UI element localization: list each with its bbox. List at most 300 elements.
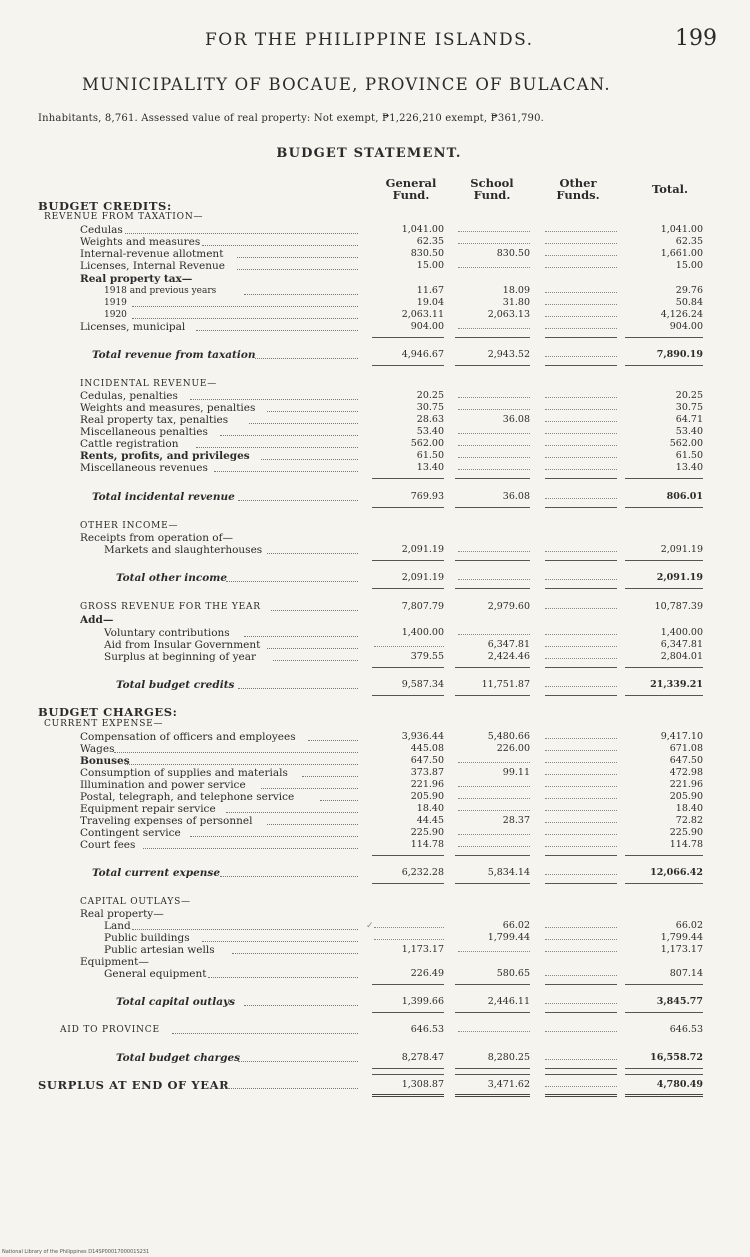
empty-cell-dash xyxy=(545,975,617,976)
table-rule xyxy=(625,667,703,668)
empty-cell-dash xyxy=(458,231,530,232)
table-row xyxy=(0,236,750,248)
table-rule xyxy=(545,560,617,561)
total-value: 9,417.10 xyxy=(660,731,703,742)
total-value: 15.00 xyxy=(675,260,703,271)
table-row xyxy=(0,815,750,827)
row-label: Total budget charges xyxy=(116,1052,241,1064)
school-fund-value: 5,834.14 xyxy=(487,867,530,878)
table-row xyxy=(0,450,750,462)
leader-dots xyxy=(220,876,358,877)
total-value: 62.35 xyxy=(675,236,703,247)
general-fund-value: 379.55 xyxy=(410,651,444,662)
leader-dots xyxy=(255,358,358,359)
empty-cell-dash xyxy=(545,243,617,244)
total-value: 1,799.44 xyxy=(660,932,703,943)
table-row xyxy=(0,520,750,532)
empty-cell-dash xyxy=(545,874,617,875)
table-rule xyxy=(545,695,617,696)
table-row xyxy=(0,349,750,361)
row-label: Weights and measures xyxy=(80,236,201,248)
empty-cell-dash xyxy=(458,328,530,329)
school-fund-value: 66.02 xyxy=(502,920,530,931)
row-label: Total capital outlays xyxy=(116,996,236,1008)
table-rule xyxy=(625,1074,703,1075)
total-value: 562.00 xyxy=(669,438,703,449)
empty-cell-dash xyxy=(545,738,617,739)
total-value: 12,066.42 xyxy=(650,867,703,878)
table-row xyxy=(0,827,750,839)
table-rule xyxy=(372,507,444,508)
empty-cell-dash xyxy=(545,421,617,422)
row-label: Compensation of officers and employees xyxy=(80,731,296,743)
row-label: Licenses, municipal xyxy=(80,321,186,333)
row-label: Voluntary contributions xyxy=(104,627,230,639)
table-row xyxy=(0,211,750,223)
row-label: Court fees xyxy=(80,839,136,851)
row-label: Markets and slaughterhouses xyxy=(104,544,263,556)
table-rule xyxy=(545,588,617,589)
general-fund-value: 11.67 xyxy=(416,285,444,296)
general-fund-value: 18.40 xyxy=(416,803,444,814)
table-rule xyxy=(372,695,444,696)
leader-dots xyxy=(132,318,358,319)
leader-dots xyxy=(238,500,358,501)
total-value: 205.90 xyxy=(669,791,703,802)
table-rule xyxy=(372,1074,444,1075)
empty-cell-dash xyxy=(545,579,617,580)
table-row xyxy=(0,544,750,556)
row-label: 1918 and previous years xyxy=(104,286,217,296)
scan-footer: National Library of the Philippines D14SP0001700001S231 xyxy=(2,1249,150,1255)
total-value: 4,780.49 xyxy=(656,1079,703,1090)
general-fund-value: 7,807.79 xyxy=(401,601,444,612)
row-label: Miscellaneous revenues xyxy=(80,462,208,474)
empty-cell-dash xyxy=(458,810,530,811)
row-label: Cedulas, penalties xyxy=(80,390,178,402)
school-fund-value: 3,471.62 xyxy=(487,1079,530,1090)
school-fund-value: 31.80 xyxy=(502,297,530,308)
row-label: Real property tax, penalties xyxy=(80,414,229,426)
general-fund-value: 19.04 xyxy=(416,297,444,308)
municipality-heading: MUNICIPALITY OF BOCAUE, PROVINCE OF BULACAN. xyxy=(82,75,611,94)
row-label: Wages xyxy=(80,743,115,755)
empty-cell-dash xyxy=(545,951,617,952)
table-row xyxy=(0,996,750,1008)
empty-cell-dash xyxy=(545,433,617,434)
table-rule xyxy=(625,855,703,856)
empty-cell-dash xyxy=(545,798,617,799)
leader-dots xyxy=(267,411,358,412)
table-row xyxy=(0,791,750,803)
row-label: Public artesian wells xyxy=(104,944,215,956)
row-label: BUDGET CHARGES: xyxy=(38,705,178,719)
total-value: 646.53 xyxy=(669,1024,703,1035)
row-label: GROSS REVENUE FOR THE YEAR xyxy=(80,602,261,612)
page-number: 199 xyxy=(675,26,717,51)
total-value: 3,845.77 xyxy=(656,996,703,1007)
table-row xyxy=(0,803,750,815)
table-row xyxy=(0,920,750,932)
total-value: 1,661.00 xyxy=(660,248,703,259)
total-value: 1,041.00 xyxy=(660,224,703,235)
leader-dots xyxy=(226,812,358,813)
table-row xyxy=(0,601,750,613)
empty-cell-dash xyxy=(545,646,617,647)
empty-cell-dash xyxy=(545,469,617,470)
leader-dots xyxy=(238,1061,358,1062)
row-label: Real property tax— xyxy=(80,273,193,285)
table-row xyxy=(0,285,750,297)
total-value: 66.02 xyxy=(675,920,703,931)
total-value: 4,126.24 xyxy=(660,309,703,320)
total-value: 64.71 xyxy=(675,414,703,425)
general-fund-value: 15.00 xyxy=(416,260,444,271)
table-rule xyxy=(372,478,444,479)
table-row xyxy=(0,390,750,402)
total-value: 1,400.00 xyxy=(660,627,703,638)
empty-cell-dash xyxy=(458,634,530,635)
total-value: 1,173.17 xyxy=(660,944,703,955)
empty-cell-dash xyxy=(458,409,530,410)
total-value: 2,091.19 xyxy=(660,544,703,555)
row-label: Bonuses xyxy=(80,755,130,767)
leader-dots xyxy=(114,752,359,753)
row-label: Total incidental revenue xyxy=(92,491,235,503)
table-row xyxy=(0,614,750,626)
general-fund-value: 1,173.17 xyxy=(401,944,444,955)
table-rule xyxy=(625,588,703,589)
school-fund-value: 28.37 xyxy=(502,815,530,826)
school-fund-value: 2,424.46 xyxy=(487,651,530,662)
table-rule xyxy=(372,667,444,668)
table-row xyxy=(0,378,750,390)
row-label: Total current expense xyxy=(92,867,221,879)
general-fund-value: 4,946.67 xyxy=(401,349,444,360)
leader-dots xyxy=(125,764,358,765)
empty-cell-dash xyxy=(545,774,617,775)
empty-cell-dash xyxy=(545,316,617,317)
total-value: 472.98 xyxy=(669,767,703,778)
table-rule xyxy=(372,1068,444,1069)
table-rule xyxy=(372,855,444,856)
empty-cell-dash xyxy=(458,762,530,763)
empty-cell-dash xyxy=(545,267,617,268)
empty-cell-dash xyxy=(545,834,617,835)
table-row xyxy=(0,755,750,767)
table-rule xyxy=(455,667,530,668)
general-fund-value: 1,308.87 xyxy=(401,1079,444,1090)
empty-cell-dash xyxy=(545,1059,617,1060)
table-row xyxy=(0,224,750,236)
school-fund-value: 6,347.81 xyxy=(487,639,530,650)
table-rule xyxy=(372,1012,444,1013)
empty-cell-dash xyxy=(545,810,617,811)
general-fund-value: 646.53 xyxy=(410,1024,444,1035)
empty-cell-dash xyxy=(374,646,444,647)
row-label: REVENUE FROM TAXATION— xyxy=(44,212,204,222)
table-rule xyxy=(625,1094,703,1097)
table-row xyxy=(0,968,750,980)
table-rule xyxy=(455,478,530,479)
row-label: Cattle registration xyxy=(80,438,179,450)
empty-cell-dash xyxy=(545,786,617,787)
row-label: Postal, telegraph, and telephone service xyxy=(80,791,295,803)
table-rule xyxy=(625,1012,703,1013)
total-value: 61.50 xyxy=(675,450,703,461)
table-rule xyxy=(625,507,703,508)
row-label: OTHER INCOME— xyxy=(80,521,179,531)
empty-cell-dash xyxy=(545,457,617,458)
table-row xyxy=(0,956,750,968)
table-row xyxy=(0,248,750,260)
leader-dots xyxy=(244,294,358,295)
row-label: Land xyxy=(104,920,131,932)
empty-cell-dash xyxy=(545,927,617,928)
column-header-total: Total. xyxy=(651,182,689,196)
table-rule xyxy=(545,478,617,479)
table-row xyxy=(0,438,750,450)
table-row xyxy=(0,462,750,474)
general-fund-value: 221.96 xyxy=(410,779,444,790)
general-fund-value: 3,936.44 xyxy=(401,731,444,742)
empty-cell-dash xyxy=(458,457,530,458)
total-value: 6,347.81 xyxy=(660,639,703,650)
table-row xyxy=(0,896,750,908)
total-value: 16,558.72 xyxy=(650,1052,703,1063)
table-rule xyxy=(455,855,530,856)
table-rule xyxy=(372,984,444,985)
empty-cell-dash xyxy=(458,397,530,398)
total-value: 53.40 xyxy=(675,426,703,437)
empty-cell-dash xyxy=(545,328,617,329)
table-row xyxy=(0,321,750,333)
table-row xyxy=(0,731,750,743)
leader-dots xyxy=(261,459,358,460)
row-label: Real property— xyxy=(80,908,164,920)
empty-cell-dash xyxy=(458,469,530,470)
table-row xyxy=(0,779,750,791)
table-rule xyxy=(545,507,617,508)
total-value: 30.75 xyxy=(675,402,703,413)
general-fund-value: 445.08 xyxy=(410,743,444,754)
leader-dots xyxy=(249,423,358,424)
table-row xyxy=(0,651,750,663)
empty-cell-dash xyxy=(545,1086,617,1087)
total-value: 20.25 xyxy=(675,390,703,401)
table-row xyxy=(0,402,750,414)
table-rule xyxy=(545,667,617,668)
general-fund-value: 904.00 xyxy=(410,321,444,332)
table-row xyxy=(0,414,750,426)
total-value: 2,804.01 xyxy=(660,651,703,662)
row-label: Consumption of supplies and materials xyxy=(80,767,288,779)
table-rule xyxy=(545,365,617,366)
table-rule xyxy=(372,337,444,338)
empty-cell-dash xyxy=(545,498,617,499)
row-label: Miscellaneous penalties xyxy=(80,426,208,438)
table-rule xyxy=(545,1074,617,1075)
general-fund-value: 13.40 xyxy=(416,462,444,473)
row-label: Total other income xyxy=(116,572,228,584)
empty-cell-dash xyxy=(545,658,617,659)
row-label: BUDGET CREDITS: xyxy=(38,199,172,213)
row-label: Equipment— xyxy=(80,956,149,968)
general-fund-value: 28.63 xyxy=(416,414,444,425)
table-row xyxy=(0,839,750,851)
table-rule xyxy=(455,365,530,366)
school-fund-value: 8,280.25 xyxy=(487,1052,530,1063)
leader-dots xyxy=(238,688,358,689)
row-label: General equipment xyxy=(104,968,207,980)
general-fund-value: 1,041.00 xyxy=(401,224,444,235)
general-fund-value: 2,091.19 xyxy=(401,572,444,583)
school-fund-value: 5,480.66 xyxy=(487,731,530,742)
table-rule xyxy=(545,883,617,884)
leader-dots xyxy=(172,1033,358,1034)
table-rule xyxy=(372,560,444,561)
table-row xyxy=(0,679,750,691)
general-fund-value: 53.40 xyxy=(416,426,444,437)
total-value: 50.84 xyxy=(675,297,703,308)
table-rule xyxy=(545,337,617,338)
empty-cell-dash xyxy=(545,231,617,232)
total-value: 671.08 xyxy=(669,743,703,754)
table-row xyxy=(0,627,750,639)
row-label: Equipment repair service xyxy=(80,803,216,815)
table-row xyxy=(0,426,750,438)
empty-cell-dash xyxy=(545,409,617,410)
empty-cell-dash xyxy=(458,798,530,799)
leader-dots xyxy=(202,245,358,246)
table-rule xyxy=(455,1012,530,1013)
leader-dots xyxy=(143,848,358,849)
table-rule xyxy=(625,883,703,884)
table-rule xyxy=(455,1074,530,1075)
leader-dots xyxy=(232,953,358,954)
empty-cell-dash xyxy=(545,634,617,635)
statement-title: BUDGET STATEMENT. xyxy=(276,146,462,161)
empty-cell-dash xyxy=(458,846,530,847)
table-rule xyxy=(625,478,703,479)
table-row xyxy=(0,867,750,879)
school-fund-value: 830.50 xyxy=(496,248,530,259)
leader-dots xyxy=(267,553,358,554)
empty-cell-dash xyxy=(545,445,617,446)
table-row xyxy=(0,706,750,718)
row-label: Total budget credits xyxy=(116,679,235,691)
total-value: 29.76 xyxy=(675,285,703,296)
leader-dots xyxy=(222,1088,358,1089)
column-header-school: School Fund. xyxy=(470,176,514,202)
school-fund-value: 1,799.44 xyxy=(487,932,530,943)
empty-cell-dash xyxy=(545,292,617,293)
row-label: 1919 xyxy=(104,298,127,308)
table-row xyxy=(0,532,750,544)
leader-dots xyxy=(196,330,358,331)
leader-dots xyxy=(244,636,358,637)
general-fund-value: 2,091.19 xyxy=(401,544,444,555)
general-fund-value: 647.50 xyxy=(410,755,444,766)
table-row xyxy=(0,639,750,651)
table-rule xyxy=(455,883,530,884)
row-label: Traveling expenses of personnel xyxy=(80,815,253,827)
empty-cell-dash xyxy=(545,1031,617,1032)
leader-dots xyxy=(214,471,358,472)
table-rule xyxy=(455,1068,530,1069)
empty-cell-dash xyxy=(545,255,617,256)
empty-cell-dash xyxy=(458,834,530,835)
table-row xyxy=(0,572,750,584)
total-value: 7,890.19 xyxy=(656,349,703,360)
general-fund-value: 6,232.28 xyxy=(401,867,444,878)
row-label: Internal-revenue allotment xyxy=(80,248,224,260)
total-value: 10,787.39 xyxy=(654,601,703,612)
school-fund-value: 99.11 xyxy=(502,767,530,778)
row-label: Total revenue from taxation xyxy=(92,349,256,361)
general-fund-value: 20.25 xyxy=(416,390,444,401)
school-fund-value: 36.08 xyxy=(502,491,530,502)
table-row xyxy=(0,260,750,272)
row-label: Weights and measures, penalties xyxy=(80,402,256,414)
school-fund-value: 2,943.52 xyxy=(487,349,530,360)
general-fund-value: 562.00 xyxy=(410,438,444,449)
total-value: 647.50 xyxy=(669,755,703,766)
total-value: 904.00 xyxy=(669,321,703,332)
row-label: AID TO PROVINCE xyxy=(60,1025,160,1035)
empty-cell-dash xyxy=(458,786,530,787)
empty-cell-dash xyxy=(545,356,617,357)
empty-cell-dash xyxy=(545,750,617,751)
stray-mark: ✓ xyxy=(366,921,374,931)
empty-cell-dash xyxy=(458,243,530,244)
empty-cell-dash xyxy=(374,927,444,928)
school-fund-value: 2,979.60 xyxy=(487,601,530,612)
table-rule xyxy=(455,507,530,508)
general-fund-value: 225.90 xyxy=(410,827,444,838)
row-label: CURRENT EXPENSE— xyxy=(44,719,164,729)
general-fund-value: 9,587.34 xyxy=(401,679,444,690)
empty-cell-dash xyxy=(545,1003,617,1004)
empty-cell-dash xyxy=(545,822,617,823)
row-label: Illumination and power service xyxy=(80,779,246,791)
table-row xyxy=(0,297,750,309)
total-value: 807.14 xyxy=(669,968,703,979)
table-row xyxy=(0,273,750,285)
leader-dots xyxy=(226,581,358,582)
general-fund-value: 8,278.47 xyxy=(401,1052,444,1063)
leader-dots xyxy=(132,306,358,307)
table-rule xyxy=(455,588,530,589)
table-rule xyxy=(545,1094,617,1097)
empty-cell-dash xyxy=(458,445,530,446)
empty-cell-dash xyxy=(545,551,617,552)
total-value: 2,091.19 xyxy=(656,572,703,583)
table-rule xyxy=(455,695,530,696)
empty-cell-dash xyxy=(545,939,617,940)
general-fund-value: 1,400.00 xyxy=(401,627,444,638)
school-fund-value: 36.08 xyxy=(502,414,530,425)
leader-dots xyxy=(132,929,358,930)
row-label: INCIDENTAL REVENUE— xyxy=(80,379,218,389)
empty-cell-dash xyxy=(458,1031,530,1032)
empty-cell-dash xyxy=(545,304,617,305)
general-fund-value: 1,399.66 xyxy=(401,996,444,1007)
school-fund-value: 2,063.13 xyxy=(487,309,530,320)
row-label: Public buildings xyxy=(104,932,190,944)
leader-dots xyxy=(190,399,358,400)
leader-dots xyxy=(190,836,358,837)
